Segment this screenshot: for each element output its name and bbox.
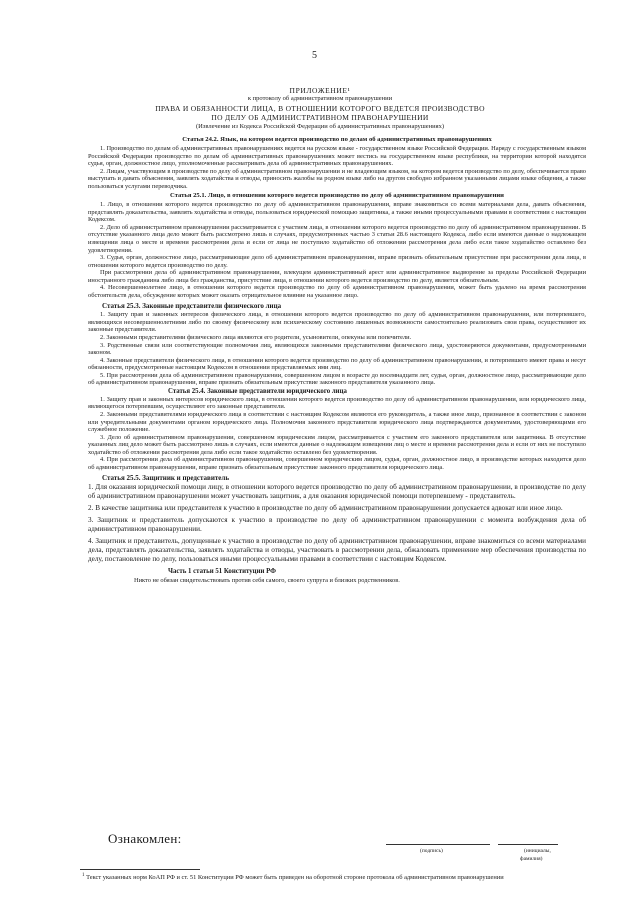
paragraph: 4. При рассмотрении дела об административном правонарушении, совершенном юридическим лицом, судья, орган, должностное лицо, в производстве которых находится дело об административном правонарушении, вправе признать обязательным присутствие законного представителя юридического лица. (88, 456, 586, 471)
article-heading: Статья 25.5. Защитник и представитель (102, 474, 230, 483)
footnote-rule (80, 869, 200, 870)
paragraph: 3. Судья, орган, должностное лицо, рассматривающие дело об административном правонарушении, вправе признать обязательным присутствие при рассмотрении дела лица, в отношении которого ведется производство по делу. (88, 254, 586, 269)
extract-note: (Извлечение из Кодекса Российской Федерации об административных правонарушениях) (195, 123, 445, 130)
footnote-marker: 1 (82, 873, 85, 878)
article-heading: Статья 24.2. Язык, на котором ведется производство по делам об административных правонарушениях (182, 136, 492, 143)
footnote (82, 872, 592, 882)
article-heading: Статья 25.3. Законные представители физического лица (102, 302, 282, 311)
paragraph: Никто не обязан свидетельствовать против себя самого, своего супруга и близких родственников. (134, 576, 400, 584)
paragraph: 3. Дело об административном правонарушении, совершенном юридическим лицом, рассматривается с участием его законного представителя или защитника. В отсутствие указанных лиц дело может быть рассмотрено лишь в случаях, если имеются данные о надлежащем извещении лиц о месте и времени рассмотрения дела и если от них не поступило ходатайство об отложении рассмотрения дела либо если такое ходатайство оставлено без удовлетворения. (88, 433, 586, 456)
paragraph: При рассмотрении дела об административном правонарушении, влекущем административный арест или административное выдворение за пределы Российской Федерации иностранного гражданина либо лица без гражданства, присутствие лица, в отношении которого ведется производство по делу, является обязательным. (88, 269, 586, 284)
appendix-subtitle: к протоколу об административном правонарушении (247, 95, 393, 102)
name-line (498, 844, 558, 845)
paragraph: 1. Лицо, в отношении которого ведется производство по делу об административном правонарушении, вправе знакомиться со всеми материалами дела, давать объяснения, представлять доказательства, заявлять ходатайства и отводы, пользоваться юридической помощью защитника, а также иными процессуальными правами в соответствии с настоящим Кодексом. (88, 201, 586, 224)
paragraph: 1. Производство по делам об административных правонарушениях ведется на русском языке - государственном языке Российской Федерации. Наряду с государственным языком Российской Федерации производство по делам об административных правонарушениях может вестись на государственном языке республики, на территории которой находятся судья, орган, должностное лицо, уполномоченные рассматривать дела об административных правонарушениях. (88, 145, 586, 168)
article-heading: Статья 25.4. Законные представители юридического лица (168, 387, 347, 395)
rights-title-line1: ПРАВА И ОБЯЗАННОСТИ ЛИЦА, В ОТНОШЕНИИ КОТОРОГО ВЕДЕТСЯ ПРОИЗВОДСТВО (155, 104, 485, 113)
paragraph: 4. Законные представители физического лица, в отношении которого ведется производство по делу об административном правонарушении, и потерпевшего имеют права и несут обязанности, предусмотренные настоящим Кодексом в отношении представляемых ими лиц. (88, 356, 586, 372)
footnote-text: Текст указанных норм КоАП РФ и ст. 51 Конституции РФ может быть приведен на оборотной стороне протокола об административном правонарушении (86, 874, 504, 882)
paragraph: 2. Законными представителями физического лица являются его родители, усыновители, опекуны или попечители. (100, 334, 412, 342)
document-body (88, 134, 586, 585)
paragraph: 3. Родственные связи или соответствующие полномочия лиц, являющихся законными представителями физического лица, удостоверяются документами, предусмотренными законом. (88, 341, 586, 357)
name-caption-2: фамилия) (520, 856, 543, 862)
paragraph: 2. В качестве защитника или представителя к участию в производстве по делу об административном правонарушении допускается адвокат или иное лицо. (88, 504, 563, 513)
name-caption: (инициалы, (524, 848, 551, 854)
signature-line (386, 844, 490, 845)
article-heading: Часть 1 статьи 51 Конституции РФ (168, 567, 276, 575)
appendix-title: ПРИЛОЖЕНИЕ¹ (289, 86, 351, 95)
article-heading: Статья 25.1. Лицо, в отношении которого ведется производство по делу об административном правонарушении (170, 192, 504, 200)
paragraph: 2. Законными представителями юридического лица в соответствии с настоящим Кодексом являются его руководитель, а также иное лицо, признанное в соответствии с законом или учредительными документами органом юридического лица. Полномочия законного представителя юридического лица подтверждаются документами, удостоверяющими его служебное положение. (88, 410, 586, 434)
paragraph: 2. Дело об административном правонарушении рассматривается с участием лица, в отношении которого ведется производство по делу об административном правонарушении. В отсутствие указанного лица дело может быть рассмотрено лишь в случаях, предусмотренных частью 3 статьи 28.6 настоящего Кодекса, либо если имеются данные о надлежащем извещении лица о месте и времени рассмотрения дела и если от лица не поступило ходатайство об отложении рассмотрения дела либо если такое ходатайство оставлено без удовлетворения. (88, 223, 586, 254)
paragraph: 2. Лицам, участвующим в производстве по делу об административном правонарушении и не владеющим языком, на котором ведется производство по делу, обеспечивается право выступать и давать объяснения, заявлять ходатайства и отводы, приносить жалобы на родном языке либо на другом свободно избранном указанными лицами языке общения, а также пользоваться услугами переводчика. (88, 167, 586, 190)
signature-caption: (подпись) (420, 848, 443, 854)
paragraph: 5. При рассмотрении дела об административном правонарушении, совершенном лицом в возрасте до восемнадцати лет, судья, орган, должностное лицо, рассматривающие дело об административном правонарушении, вправе признать обязательным присутствие законного представителя указанного лица. (88, 371, 586, 387)
page-number: 5 (312, 50, 317, 61)
paragraph: 1. Защиту прав и законных интересов физического лица, в отношении которого ведется производство по делу об административном правонарушении, или потерпевшего, являющихся несовершеннолетними либо по своему физическому или психическому состоянию лишенных возможности самостоятельно реализовать свои права, осуществляют их законные представители. (88, 311, 586, 334)
paragraph: 3. Защитник и представитель допускаются к участию в производстве по делу об административном правонарушении с момента возбуждения дела об административном правонарушении. (88, 516, 586, 534)
paragraph: 1. Защиту прав и законных интересов юридического лица, в отношении которого ведется производство по делу об административном правонарушении, или юридического лица, являющегося потерпевшим, осуществляют его законные представители. (88, 395, 586, 411)
rights-title-line2: ПО ДЕЛУ ОБ АДМИНИСТРАТИВНОМ ПРАВОНАРУШЕНИИ (211, 113, 429, 122)
acknowledged-label: Ознакомлен: (108, 831, 182, 846)
paragraph: 4. Защитник и представитель, допущенные к участию в производстве по делу об административном правонарушении, вправе знакомиться со всеми материалами дела, представлять доказательства, заявлять ходатайства и отводы, участвовать в рассмотрении дела, обжаловать применение мер обеспечения производства по делу, постановление по делу, пользоваться иными процессуальными правами в соответствии с настоящим Кодексом. (88, 537, 586, 563)
paragraph: 1. Для оказания юридической помощи лицу, в отношении которого ведется производство по делу об административном правонарушении, в производстве по делу об административном правонарушении может участвовать защитник, а для оказания юридической помощи потерпевшему - представитель. (88, 483, 586, 501)
paragraph: 4. Несовершеннолетнее лицо, в отношении которого ведется производство по делу об административном правонарушении, может быть удалено на время рассмотрения обстоятельств дела, обсуждение которых может оказать отрицательное влияние на указанное лицо. (88, 284, 586, 299)
